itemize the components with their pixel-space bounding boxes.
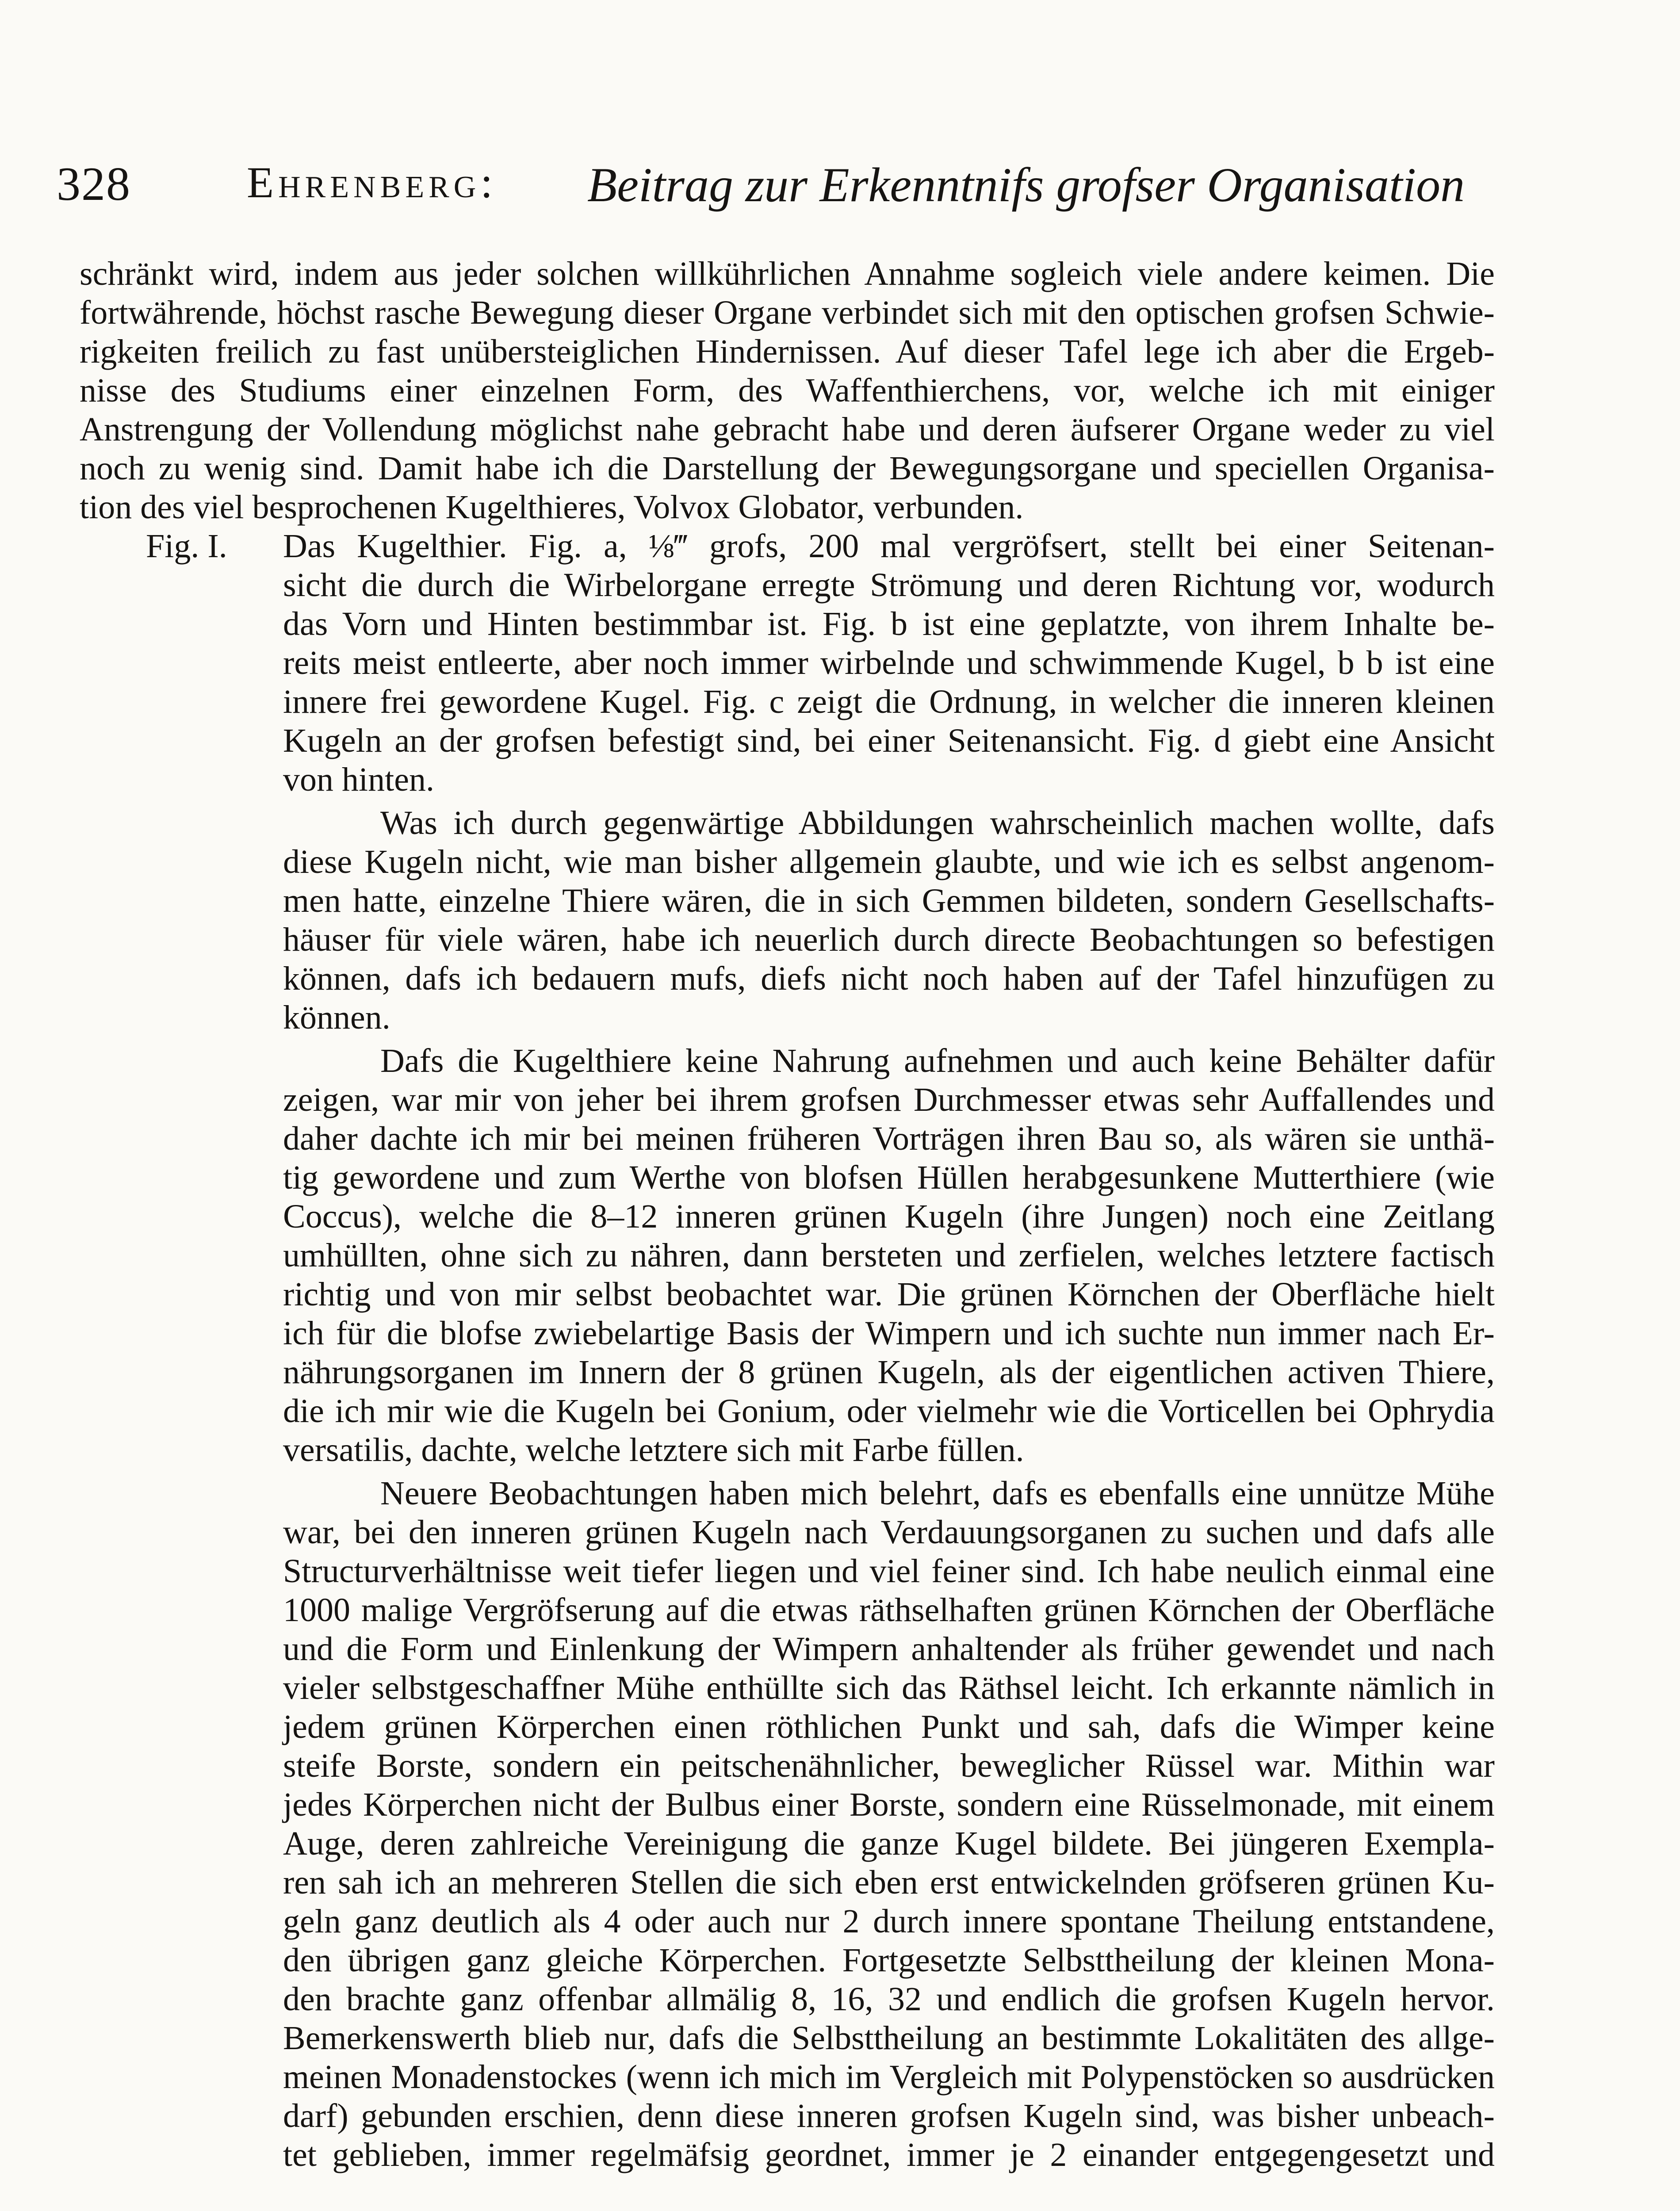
text-line: die ich mir wie die Kugeln bei Gonium, oder vielmehr wie die Vorticellen bei Ophrydia (283, 1392, 1495, 1430)
text-line: meinen Monadenstockes (wenn ich mich im Vergleich mit Polypenstöcken so ausdrücken (283, 2058, 1495, 2096)
text-line: fortwährende, höchst rasche Bewegung dieser Organe verbindet sich mit den optischen grofsen Schwie- (80, 294, 1495, 331)
text-line: Coccus), welche die 8–12 inneren grünen Kugeln (ihre Jungen) noch eine Zeitlang (283, 1198, 1495, 1235)
text-line: das Vorn und Hinten bestimmbar ist. Fig. b ist eine geplatzte, von ihrem Inhalte be- (283, 605, 1495, 643)
text-line: geln ganz deutlich als 4 oder auch nur 2 durch innere spontane Theilung entstandene, (283, 1903, 1495, 1940)
text-line: Das Kugelthier. Fig. a, ⅛‴ grofs, 200 mal vergröfsert, stellt bei einer Seitenan- (283, 528, 1495, 565)
text-line: Neuere Beobachtungen haben mich belehrt, dafs es ebenfalls eine unnütze Mühe (380, 1475, 1495, 1512)
text-line: nisse des Studiums einer einzelnen Form, des Waffenthierchens, vor, welche ich mit einiger (80, 372, 1495, 409)
header-title: Beitrag zur Erkenntnifs grofser Organisation (587, 158, 1465, 212)
text-line: war, bei den inneren grünen Kugeln nach Verdauungsorganen zu suchen und dafs alle (283, 1514, 1495, 1551)
text-line: versatilis, dachte, welche letztere sich mit Farbe füllen. (283, 1431, 1024, 1469)
text-line: Anstrengung der Vollendung möglichst nahe gebracht habe und deren äufserer Organe weder zu viel (80, 411, 1495, 448)
running-header (57, 157, 1485, 223)
text-line: tion des viel besprochenen Kugelthieres, Volvox Globator, verbunden. (80, 489, 1024, 526)
text-line: rigkeiten freilich zu fast unübersteiglichen Hindernissen. Auf dieser Tafel lege ich aber die Ergeb- (80, 333, 1495, 370)
text-line: jedes Körperchen nicht der Bulbus einer Borste, sondern eine Rüsselmonade, mit einem (283, 1786, 1495, 1823)
text-line: den brachte ganz offenbar allmälig 8, 16, 32 und endlich die grofsen Kugeln hervor. (283, 1981, 1495, 2018)
text-line: richtig und von mir selbst beobachtet war. Die grünen Körnchen der Oberfläche hielt (283, 1276, 1495, 1313)
page-number: 328 (57, 158, 131, 210)
text-line: innere frei gewordene Kugel. Fig. c zeigt die Ordnung, in welcher die inneren kleinen (283, 683, 1495, 720)
text-line: Structurverhältnisse weit tiefer liegen und viel feiner sind. Ich habe neulich einmal eine (283, 1553, 1495, 1590)
text-line: noch zu wenig sind. Damit habe ich die Darstellung der Bewegungsorgane und speciellen Organisa- (80, 450, 1495, 487)
text-line: Auge, deren zahlreiche Vereinigung die ganze Kugel bildete. Bei jüngeren Exempla- (283, 1825, 1495, 1862)
text-line: darf) gebunden erschien, denn diese inneren grofsen Kugeln sind, was bisher unbeach- (283, 2097, 1495, 2134)
figure-label: Fig. I. (146, 528, 227, 565)
text-line: häuser für viele wären, habe ich neuerlich durch directe Beobachtungen so befestigen (283, 921, 1495, 958)
header-author: Ehrenberg: (247, 158, 497, 207)
text-line: tig gewordene und zum Werthe von blofsen Hüllen herabgesunkene Mutterthiere (wie (283, 1159, 1495, 1196)
text-line: ich für die blofse zwiebelartige Basis der Wimpern und ich suchte nun immer nach Er- (283, 1315, 1495, 1352)
text-line: tet geblieben, immer regelmäfsig geordnet, immer je 2 einander entgegengesetzt und (283, 2136, 1495, 2173)
text-line: sicht die durch die Wirbelorgane erregte Strömung und deren Richtung vor, wodurch (283, 566, 1495, 604)
text-line: nährungsorganen im Innern der 8 grünen Kugeln, als der eigentlichen activen Thiere, (283, 1354, 1495, 1391)
text-line: 1000 malige Vergröfserung auf die etwas räthselhaften grünen Körnchen der Oberfläche (283, 1591, 1495, 1629)
text-line: Kugeln an der grofsen befestigt sind, bei einer Seitenansicht. Fig. d giebt eine Ansicht (283, 722, 1495, 759)
text-line: schränkt wird, indem aus jeder solchen willkührlichen Annahme sogleich viele andere keimen. Die (80, 255, 1495, 292)
text-line: diese Kugeln nicht, wie man bisher allgemein glaubte, und wie ich es selbst angenom- (283, 843, 1495, 880)
text-line: umhüllten, ohne sich zu nähren, dann bersteten und zerfielen, welches letztere factisch (283, 1237, 1495, 1274)
text-line: daher dachte ich mir bei meinen früheren Vorträgen ihren Bau so, als wären sie unthä- (283, 1120, 1495, 1157)
text-line: Was ich durch gegenwärtige Abbildungen wahrscheinlich machen wollte, dafs (380, 804, 1495, 842)
text-line: ren sah ich an mehreren Stellen die sich eben erst entwickelnden gröfseren grünen Ku- (283, 1864, 1495, 1901)
text-line: steife Borste, sondern ein peitschenähnlicher, beweglicher Rüssel war. Mithin war (283, 1747, 1495, 1784)
text-line: und die Form und Einlenkung der Wimpern anhaltender als früher gewendet und nach (283, 1630, 1495, 1668)
text-line: können, dafs ich bedauern mufs, diefs nicht noch haben auf der Tafel hinzufügen zu (283, 960, 1495, 997)
text-line: von hinten. (283, 761, 434, 798)
text-line: Dafs die Kugelthiere keine Nahrung aufnehmen und auch keine Behälter dafür (380, 1042, 1495, 1079)
text-line: men hatte, einzelne Thiere wären, die in sich Gemmen bildeten, sondern Gesellschafts- (283, 882, 1495, 919)
text-line: Bemerkenswerth blieb nur, dafs die Selbsttheilung an bestimmte Lokalitäten des allge- (283, 2020, 1495, 2057)
text-line: reits meist entleerte, aber noch immer wirbelnde und schwimmende Kugel, b b ist eine (283, 644, 1495, 681)
text-line: vieler selbstgeschaffner Mühe enthüllte sich das Räthsel leicht. Ich erkannte nämlich in (283, 1669, 1495, 1706)
text-line: jedem grünen Körperchen einen röthlichen Punkt und sah, dafs die Wimper keine (283, 1708, 1495, 1745)
text-line: können. (283, 999, 390, 1036)
text-line: zeigen, war mir von jeher bei ihrem grofsen Durchmesser etwas sehr Auffallendes und (283, 1081, 1495, 1118)
text-line: den übrigen ganz gleiche Körperchen. Fortgesetzte Selbsttheilung der kleinen Mona- (283, 1942, 1495, 1979)
